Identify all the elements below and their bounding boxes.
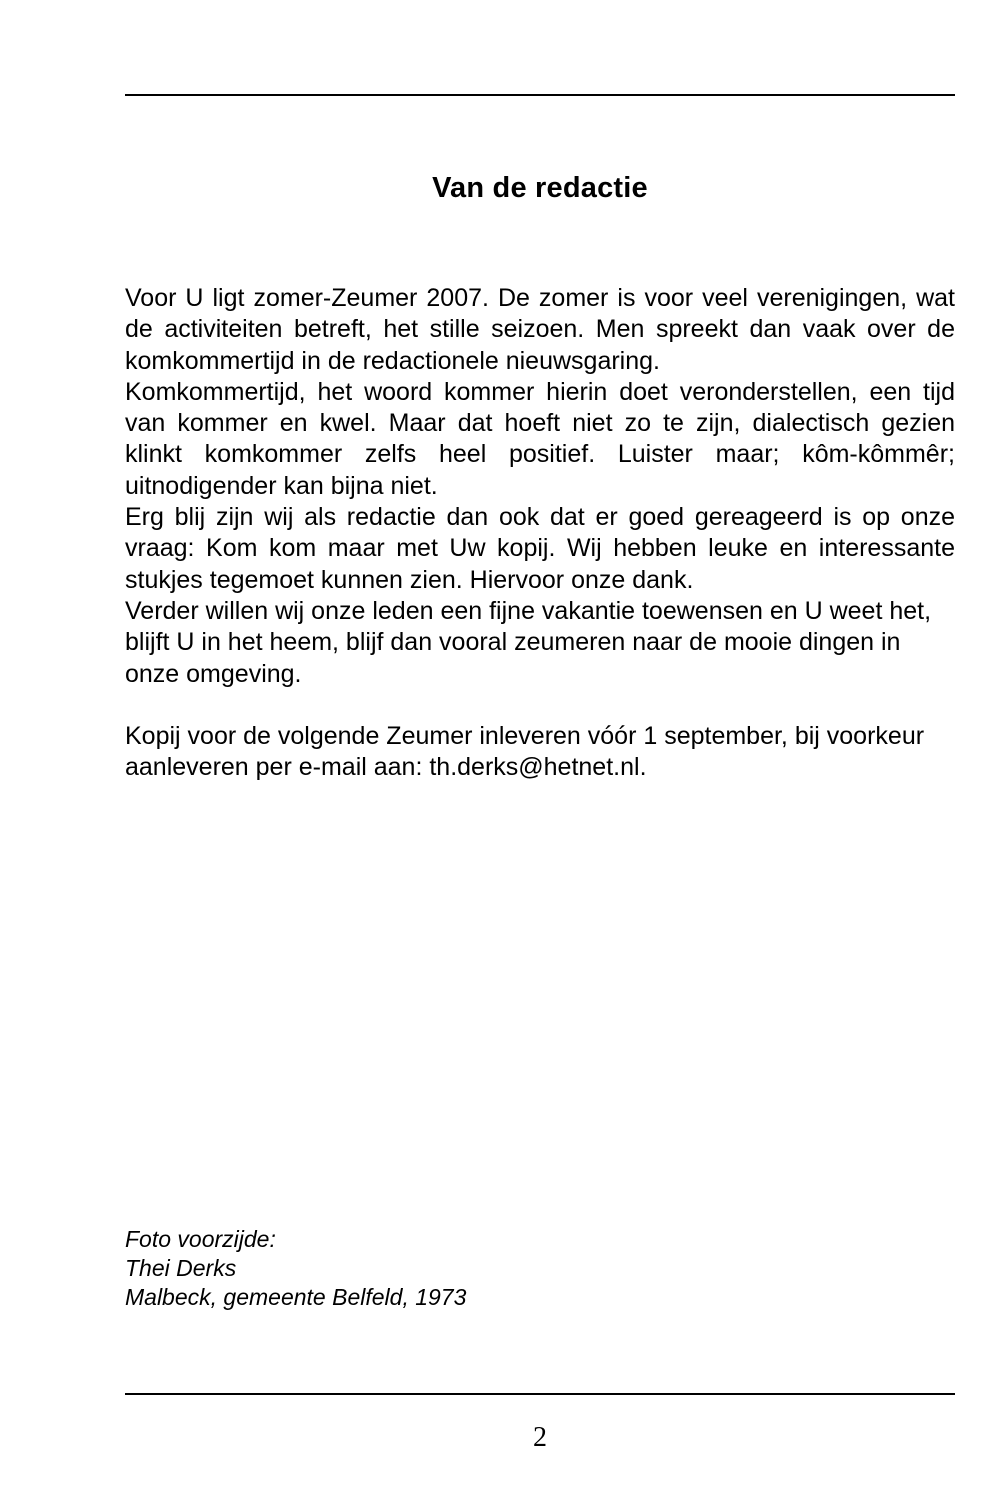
caption-label: Foto voorzijde:: [125, 1226, 276, 1252]
bottom-rule: [125, 1393, 955, 1395]
paragraph-thanks: Erg blij zijn wij als redactie dan ook dat er goed gereageerd is op onze vraag: Kom kom maar met Uw kopij. Wij hebben leuke en interessante stukjes tegemoet kunnen zien. Hiervoor onze dank.: [125, 503, 955, 594]
paragraph-komkommertijd: Komkommertijd, het woord kommer hierin doet veronderstellen, een tijd van kommer en kwel. Maar dat hoeft niet zo te zijn, dialectisch gezien klinkt komkommer zelfs heel positief. Luister maar; kôm-kômmêr; uitnodigender kan bijna niet.: [125, 377, 955, 500]
top-rule: [125, 94, 955, 96]
caption-location: Malbeck, gemeente Belfeld, 1973: [125, 1284, 467, 1310]
paragraph-intro: Voor U ligt zomer-Zeumer 2007. De zomer is voor veel verenigingen, wat de activiteiten betreft, het stille seizoen. Men spreekt dan vaak over de komkommertijd in de redactionele nieuwsgaring.: [125, 284, 955, 375]
paragraph-vacation: Verder willen wij onze leden een fijne vakantie toewensen en U weet het, blijft U in het heem, blijf dan vooral zeumeren naar de mooie dingen in onze omgeving.: [125, 596, 932, 688]
paragraph-gap: [125, 690, 955, 721]
photo-caption: [125, 1225, 466, 1312]
paragraph-copy-deadline: Kopij voor de volgende Zeumer inleveren vóór 1 september, bij voorkeur aanleveren per e-mail aan: th.derks@hetnet.nl.: [125, 721, 925, 782]
caption-photographer: Thei Derks: [125, 1255, 237, 1281]
editorial-body: [125, 283, 955, 783]
page-title: Van de redactie: [432, 172, 648, 204]
page-number: 2: [533, 1422, 547, 1453]
